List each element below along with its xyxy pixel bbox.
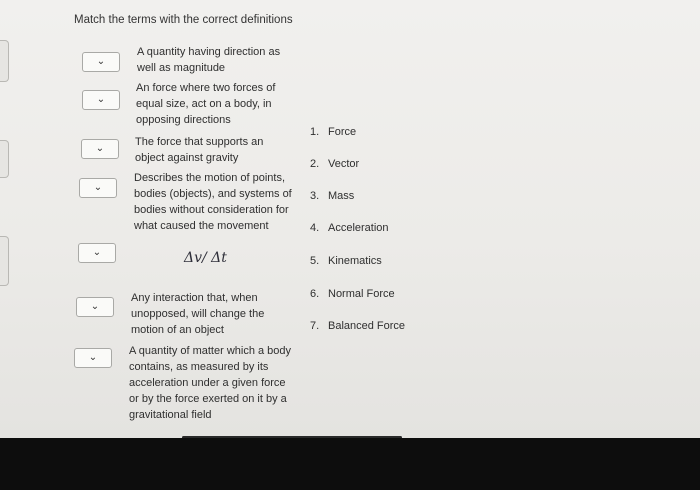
answer-item [310, 255, 450, 267]
prompt-4: Describes the motion of points, bodies (objects), and systems of bodies without consideration for what caused the movement [134, 172, 292, 232]
match-dropdown-1[interactable] [82, 52, 120, 72]
answer-item [310, 222, 450, 234]
answer-label: Acceleration [328, 222, 389, 234]
answer-label: Mass [328, 190, 355, 202]
prompt-5-formula: Δv/ Δt [184, 250, 227, 266]
answer-label: Kinematics [328, 255, 382, 267]
chevron-down-icon: ⌄ [95, 143, 105, 154]
answer-item [310, 126, 450, 138]
match-dropdown-4[interactable] [79, 178, 117, 198]
answer-label: Normal Force [328, 288, 395, 300]
answer-item [310, 320, 450, 332]
answer-label: Force [328, 126, 357, 138]
monitor-bezel [0, 438, 700, 490]
answer-label: Balanced Force [328, 320, 406, 332]
answer-item [310, 158, 450, 170]
match-dropdown-7[interactable] [74, 348, 112, 368]
answer-number: 3. [310, 190, 320, 202]
prompt-1: A quantity having direction as well as magnitude [137, 46, 281, 74]
chevron-down-icon: ⌄ [90, 301, 100, 312]
chevron-down-icon: ⌄ [93, 182, 103, 193]
question-title: Match the terms with the correct definitions [74, 14, 293, 26]
answer-number: 2. [310, 158, 320, 170]
match-dropdown-5[interactable] [78, 243, 116, 263]
prompt-6: Any interaction that, when unopposed, will change the motion of an object [131, 292, 265, 336]
answer-number: 4. [310, 222, 320, 234]
chevron-down-icon: ⌄ [96, 94, 106, 105]
match-dropdown-3[interactable] [81, 139, 119, 159]
prompt-7: A quantity of matter which a body contains, as measured by its acceleration under a given force or by the force exerted on it by a gravitational field [129, 345, 292, 421]
chevron-down-icon: ⌄ [88, 352, 98, 363]
match-dropdown-2[interactable] [82, 90, 120, 110]
answer-number: 1. [310, 126, 320, 138]
chevron-down-icon: ⌄ [92, 247, 102, 258]
left-edge-tab [0, 236, 9, 286]
answer-item [310, 190, 450, 202]
answer-number: 5. [310, 255, 320, 267]
answer-label: Vector [328, 158, 360, 170]
prompt-3: The force that supports an object against gravity [135, 136, 264, 164]
answer-item [310, 288, 450, 300]
left-edge-tab [0, 140, 9, 178]
answer-number: 7. [310, 320, 320, 332]
left-edge-tab [0, 40, 9, 82]
answer-number: 6. [310, 288, 320, 300]
prompt-2: An force where two forces of equal size, act on a body, in opposing directions [136, 82, 276, 126]
match-dropdown-6[interactable] [76, 297, 114, 317]
chevron-down-icon: ⌄ [96, 56, 106, 67]
